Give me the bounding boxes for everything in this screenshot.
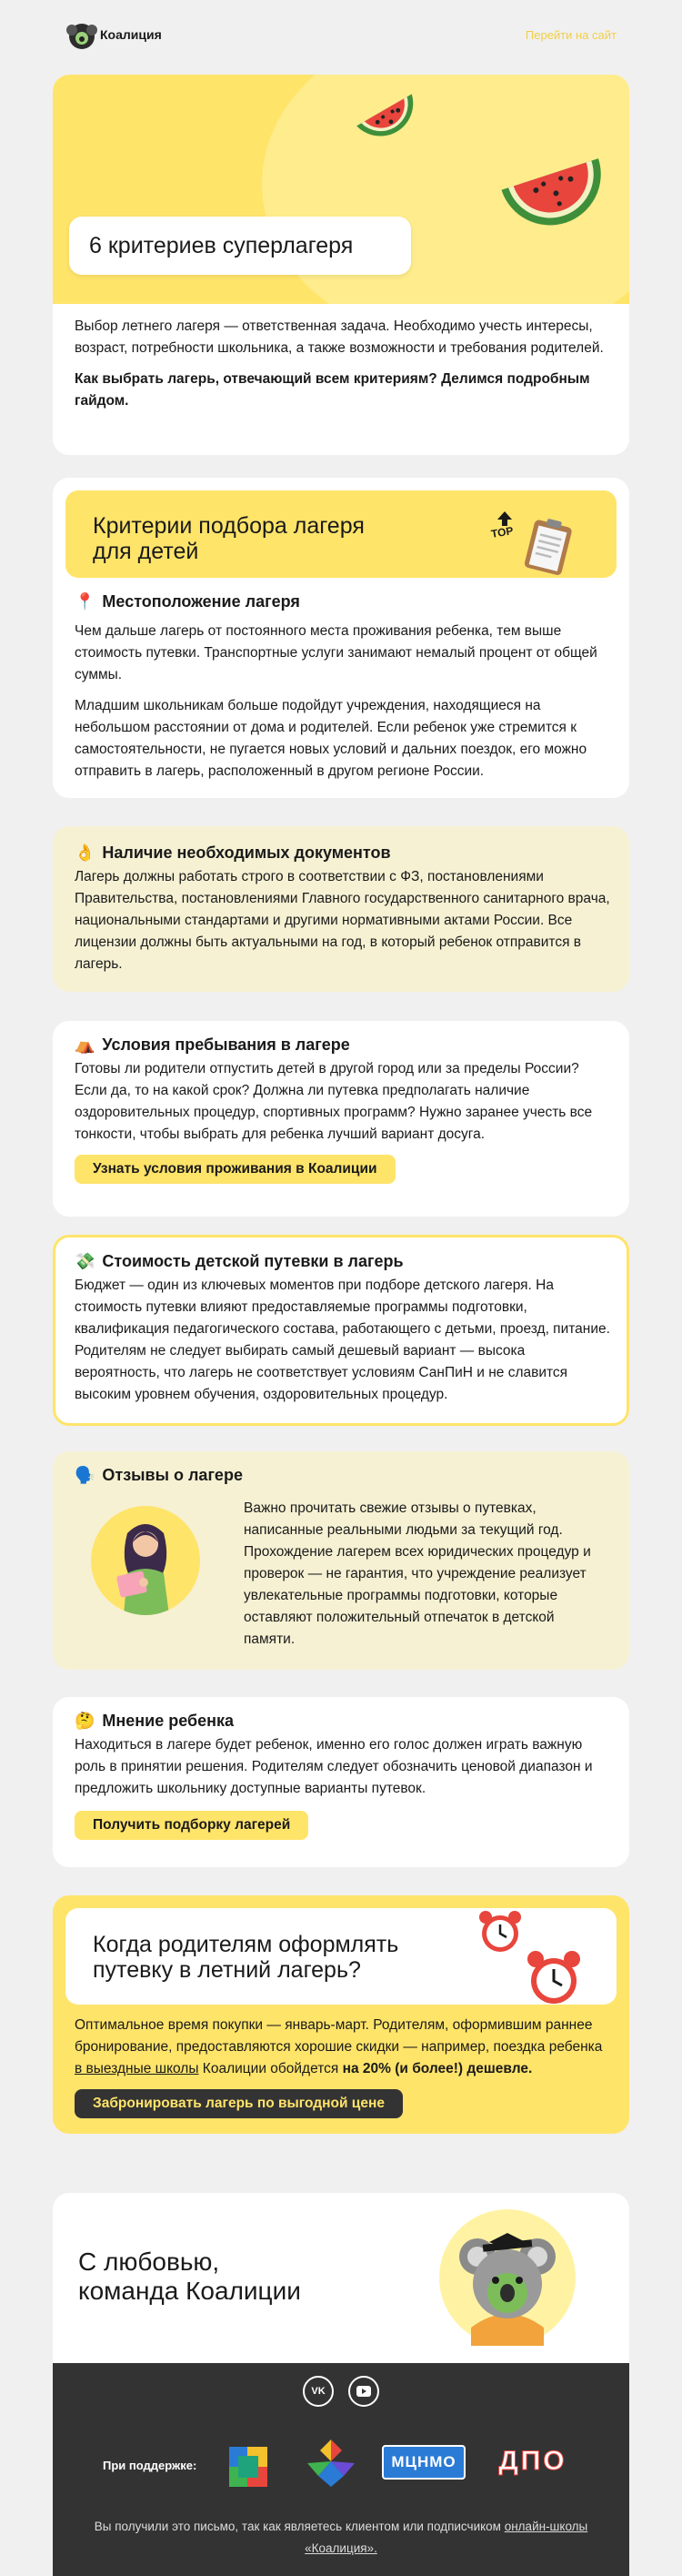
footer	[53, 2363, 629, 2576]
location-p1: Чем дальше лагерь от постоянного места проживания ребенка, тем выше стоимость путевки. Транспортные услуги занимают немалый процент от общей суммы.	[75, 623, 597, 682]
header	[53, 0, 629, 73]
book-button[interactable]: Забронировать лагерь по выгодной цене	[75, 2089, 403, 2118]
speaking-head-icon: 🗣️	[75, 1466, 95, 1484]
woman-reading-illustration	[91, 1506, 200, 1615]
tent-icon: ⛺	[75, 1035, 95, 1054]
opinion-button[interactable]: Получить подборку лагерей	[75, 1811, 308, 1840]
documents-text: Лагерь должны работать строго в соответствии с ФЗ, постановлениями Правительства, постановлениями Главного государственного санитарного врача, национальными стандартами и другими нормативными актами России. Все лицензии должны быть актуальными на год, в который ребенок отправится в лагерь.	[75, 869, 610, 972]
top-label: TOP	[489, 523, 515, 541]
when-text	[75, 2015, 611, 2080]
hero-intro: Выбор летнего лагеря — ответственная задача. Необходимо учесть интересы, возраст, потребности школьника, а также возможности и требования родителей.	[75, 318, 604, 356]
opinion-text: Находиться в лагере будет ребенок, именно его голос должен играть важную роль в принятии решения. Родителям следует обозначить ценовой диапазон и предложить школьнику доступные варианты путевок.	[75, 1737, 593, 1796]
when-banner-title: Когда родителям оформлять путевку в летний лагерь?	[93, 1932, 399, 1983]
ok-hand-icon: 👌	[75, 844, 95, 862]
hero-title: 6 критериев суперлагеря	[89, 233, 354, 258]
youtube-icon[interactable]	[348, 2376, 379, 2407]
mcnmo-label: МЦНМО	[391, 2453, 456, 2470]
signoff-line1: С любовью,	[78, 2248, 220, 2276]
conditions-text: Готовы ли родители отпустить детей в другой город или за пределы России? Если да, то на какой срок? Должна ли путевка предполагать наличие оздоровительных процедур, спортивных программ? Нужно заранее учесть все тонкости, чтобы выбрать для ребенка лучший вариант досуга.	[75, 1061, 593, 1142]
when-text-part: Оптимальное время покупки — январь-март. Родителям, оформившим раннее бронирование, предоставляются хорошие скидки — например, поездка ребенка	[75, 2017, 603, 2055]
hero-banner	[53, 75, 629, 304]
when-banner	[65, 1908, 617, 2005]
signoff-line2: команда Коалиции	[78, 2277, 301, 2305]
money-icon: 💸	[75, 1252, 95, 1270]
location-title: Местоположение лагеря	[102, 592, 300, 611]
dpo-label: ДПО	[498, 2446, 567, 2476]
conditions-title: Условия пребывания в лагере	[102, 1035, 350, 1054]
when-discount: на 20% (и более!) дешевле.	[342, 2061, 533, 2076]
web-version-link[interactable]: Перейти на сайт	[525, 28, 617, 42]
documents-title: Наличие необходимых документов	[102, 844, 391, 862]
opinion-title: Мнение ребенка	[102, 1712, 235, 1730]
subscription-note-text: Вы получили это письмо, так как являетесь клиентом или подписчиком	[94, 2520, 505, 2533]
school-link[interactable]: онлайн-школы «Коалиция».	[305, 2520, 588, 2555]
partner-logo-star-icon[interactable]	[304, 2436, 358, 2490]
hero-intro-bold: Как выбрать лагерь, отвечающий всем критериям? Делимся подробным гайдом.	[75, 371, 590, 409]
alarm-clock-icon	[475, 1908, 526, 1957]
clipboard-icon	[522, 516, 577, 578]
vk-icon-label: VK	[311, 2386, 326, 2397]
subscription-note	[80, 2516, 602, 2560]
documents-card	[53, 826, 629, 992]
conditions-card	[53, 1021, 629, 1217]
vk-icon[interactable]	[303, 2376, 334, 2407]
cost-title: Стоимость детской путевки в лагерь	[102, 1252, 404, 1270]
reviews-title: Отзывы о лагере	[102, 1466, 243, 1484]
alarm-clock-icon	[522, 1946, 586, 2005]
location-title-row	[75, 592, 607, 611]
hero-title-box	[69, 217, 411, 275]
conditions-button[interactable]: Узнать условия проживания в Коалиции	[75, 1155, 396, 1184]
koala-mascot-illustration	[439, 2209, 576, 2346]
brand-name[interactable]: Коалиция	[100, 27, 162, 42]
partner-logo-mcnmo[interactable]	[382, 2445, 466, 2480]
criteria-banner	[65, 490, 617, 578]
pin-icon: 📍	[75, 592, 95, 611]
reviews-text: Важно прочитать свежие отзывы о путевках, написанные реальными людьми за текущий год. Прохождение лагерем всех юридических процедур и проверок — не гарантия, что учреждение реализует увлекательные программы подготовки, которые оставляют положительный отпечаток в детской памяти.	[244, 1500, 591, 1647]
partner-logo-cube-icon[interactable]	[226, 2440, 280, 2490]
hero-card	[53, 75, 629, 455]
koala-logo-icon[interactable]	[69, 24, 95, 49]
when-text-part: Коалиции обойдется	[198, 2061, 343, 2076]
when-card	[53, 1895, 629, 2134]
location-p2: Младшим школьникам больше подойдут учреждения, находящиеся на небольшом расстоянии от дома и родителей. Если ребенок уже стремится к самостоятельности, не пугается новых условий и дальних поездок, его можно отправить в лагерь, расположенный в другом регионе России.	[75, 698, 587, 779]
reviews-card	[53, 1451, 629, 1670]
criteria-card	[53, 478, 629, 798]
support-label: При поддержке:	[103, 2459, 197, 2472]
schools-link[interactable]: в выездные школы	[75, 2061, 199, 2076]
criteria-banner-title: Критерии подбора лагеря для детей	[93, 513, 365, 564]
cost-card	[53, 1235, 629, 1426]
cost-text: Бюджет — один из ключевых моментов при подборе детского лагеря. На стоимость путевки влияют предоставляемые программы подготовки, квалификация педагогического состава, работающего с детьми, проезд, питание. Родителям не следует выбирать самый дешевый вариант — высока вероятность, что лагерь не соответствует условиям СанПиН и не славится высоким уровнем обучения, оздоровительных процедур.	[75, 1278, 610, 1402]
opinion-card	[53, 1697, 629, 1867]
signoff-card	[53, 2193, 629, 2576]
thinking-face-icon: 🤔	[75, 1712, 95, 1730]
partner-logo-dpo[interactable]	[487, 2443, 578, 2480]
